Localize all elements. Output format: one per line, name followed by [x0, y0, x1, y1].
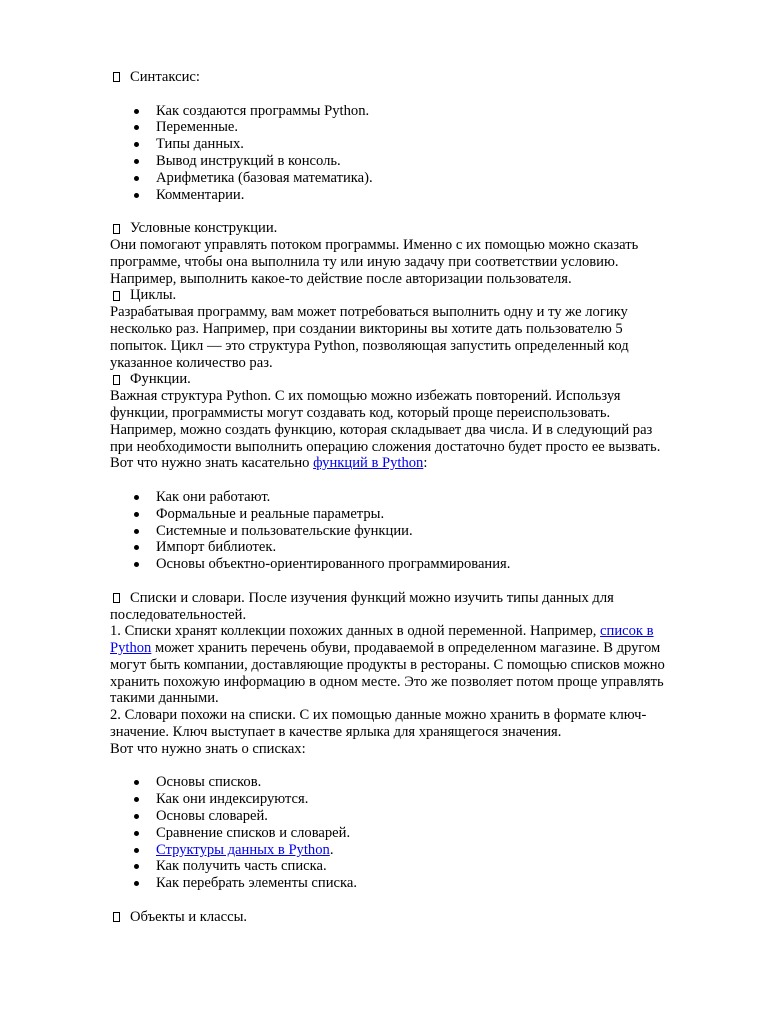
paragraph-line [110, 623, 710, 640]
section-title: Функции. [130, 371, 191, 388]
paragraph-line: Они помогают управлять потоком программы. Именно с их помощью можно сказать [110, 236, 639, 253]
list-item [110, 842, 710, 859]
paragraph-line: при необходимости выполнить операцию сложения достаточно будет просто ее вызвать. [110, 438, 661, 455]
section-heading-conditionals [110, 220, 710, 237]
intro-suffix: : [423, 455, 428, 472]
checkbox-glyph-icon [113, 593, 120, 603]
list-item: Как создаются программы Python. [110, 103, 710, 120]
list-item: Импорт библиотек. [110, 539, 710, 556]
list-in-python-link[interactable]: список в [600, 623, 654, 640]
paragraph-line: несколько раз. Например, при создании викторины вы хотите дать пользователю 5 [110, 320, 623, 337]
checkbox-glyph-icon [113, 291, 120, 301]
paragraph-line: Разрабатывая программу, вам может потребоваться выполнить одну и ту же логику [110, 304, 628, 321]
section-heading-functions [110, 371, 710, 388]
paragraph-line: 2. Словари похожи на списки. С их помощью данные можно хранить в формате ключ- [110, 707, 647, 724]
list-item: Сравнение списков и словарей. [110, 825, 710, 842]
line-text: может хранить перечень обуви, продаваемой в определенном магазине. В другом [151, 640, 661, 657]
paragraph-line: Например, можно создать функцию, которая складывает два числа. И в следующий раз [110, 421, 653, 438]
document-page [110, 69, 710, 926]
section-title: Объекты и классы. [130, 908, 248, 925]
list-item: Системные и пользовательские функции. [110, 523, 710, 540]
list-item: Как перебрать элементы списка. [110, 875, 710, 892]
paragraph-line: программе, чтобы она выполнила ту или иную задачу при соответствии условию. [110, 253, 619, 270]
list-item: Комментарии. [110, 187, 710, 204]
list-item: Основы словарей. [110, 808, 710, 825]
paragraph-line: Важная структура Python. С их помощью можно избежать повторений. Используя [110, 388, 621, 405]
paragraph-line: такими данными. [110, 690, 219, 707]
list-item: Основы объектно-ориентированного программирования. [110, 556, 710, 573]
list-item: Формальные и реальные параметры. [110, 506, 710, 523]
data-structures-link[interactable]: Структуры данных в Python [156, 841, 330, 858]
list-item: Основы списков. [110, 774, 710, 791]
section-title: Синтаксис: [130, 69, 200, 85]
section-title: Условные конструкции. [130, 220, 278, 237]
lists-intro: Вот что нужно знать о списках: [110, 740, 306, 757]
functions-intro [110, 455, 710, 472]
paragraph-line: хранить похожую информацию в одном месте. Это же позволяет потом проще управлять [110, 673, 664, 690]
paragraph-line: функции, программисты могут создавать код, который проще переиспользовать. [110, 404, 611, 421]
section-heading-syntax [110, 69, 710, 86]
list-in-python-link-continued[interactable]: Python [110, 640, 152, 657]
intro-text: Вот что нужно знать касательно [110, 455, 314, 472]
paragraph-line: значение. Ключ выступает в качестве ярлыка для хранящегося значения. [110, 724, 562, 741]
section-heading-loops [110, 287, 710, 304]
paragraph-line: Например, выполнить какое-то действие после авторизации пользователя. [110, 270, 572, 287]
checkbox-glyph-icon [113, 375, 120, 385]
checkbox-glyph-icon [113, 224, 120, 234]
syntax-list [110, 103, 710, 204]
list-item: Как они работают. [110, 489, 710, 506]
paragraph-line [110, 640, 710, 657]
list-item: Типы данных. [110, 136, 710, 153]
paragraph-line: последовательностей. [110, 606, 247, 623]
section-title: Циклы. [130, 287, 177, 304]
lists-list [110, 774, 710, 892]
section-heading-lists [110, 590, 710, 607]
functions-list [110, 489, 710, 573]
list-item: Арифметика (базовая математика). [110, 170, 710, 187]
paragraph-line: попыток. Цикл — это структура Python, позволяющая запустить определенный код [110, 337, 629, 354]
list-item: Вывод инструкций в консоль. [110, 153, 710, 170]
paragraph-line: указанное количество раз. [110, 354, 273, 371]
list-item: Как они индексируются. [110, 791, 710, 808]
checkbox-glyph-icon [113, 912, 120, 922]
line-text: 1. Списки хранят коллекции похожих данных в одной переменной. Например, [110, 623, 601, 640]
section-title: Списки и словари. После изучения функций можно изучить типы данных для [130, 589, 614, 606]
paragraph-line: могут быть компании, доставляющие продукты в рестораны. С помощью списков можно [110, 656, 665, 673]
list-item: Переменные. [110, 119, 710, 136]
item-suffix: . [329, 841, 334, 858]
checkbox-glyph-icon [113, 72, 120, 82]
list-item: Как получить часть списка. [110, 858, 710, 875]
section-heading-objects [110, 909, 710, 926]
functions-link[interactable]: функций в Python [313, 455, 424, 472]
